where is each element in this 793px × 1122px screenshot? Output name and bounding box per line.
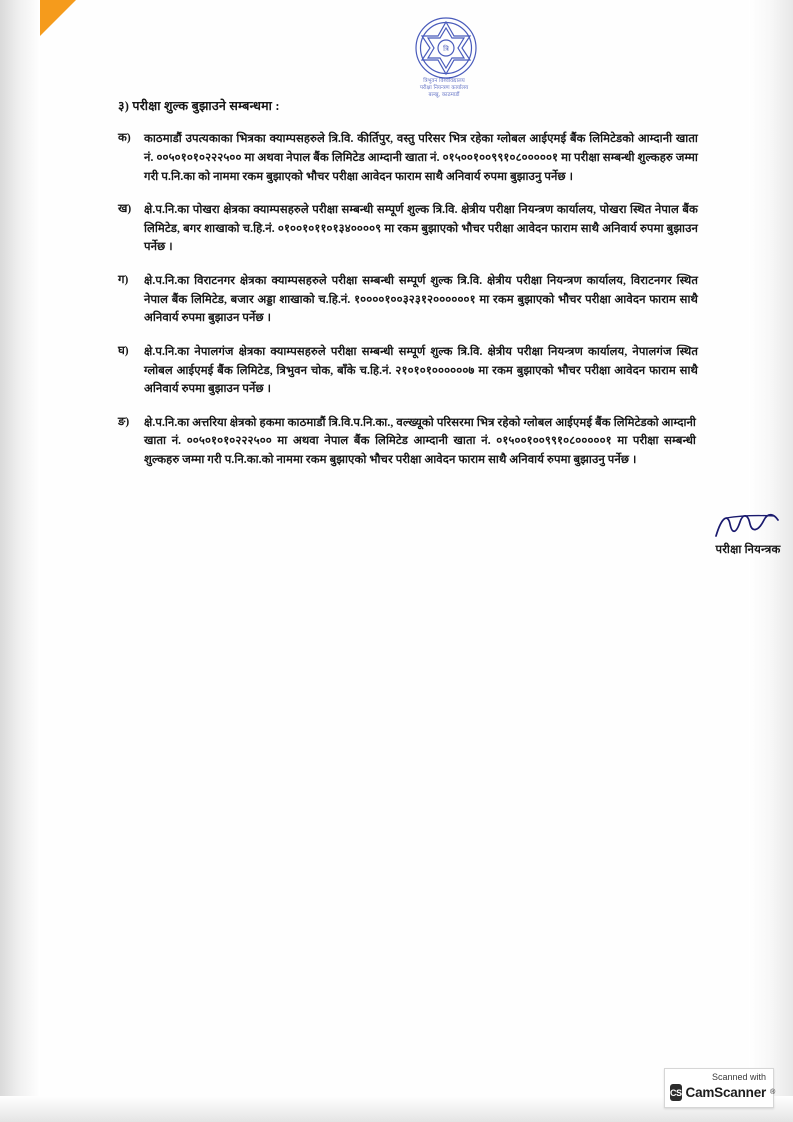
clause-text: काठमाडौं उपत्यकाका भित्रका क्याम्पसहरुले त्रि.वि. कीर्तिपुर, वस्तु परिसर भित्र रहेका ग्लोबल आईएमई बैंक लिमिटेडको आम्दानी खाता नं. ००५०१०१०२२२५०० मा अथवा नेपाल बैंक लिमिटेड आम्दानी खाता नं. ०१५००१००९९१०८०००००१ मा परीक्षा सम्बन्धी शुल्कहरु जम्मा गरी प.नि.का को नाममा रकम बुझाएको भौचर परीक्षा आवेदन फाराम साथै अनिवार्य रुपमा बुझाउनु पर्नेछ ।	[144, 133, 698, 183]
scan-edge-left	[0, 0, 40, 1122]
clause-marker: ङ)	[118, 415, 130, 428]
orange-corner-marker	[40, 0, 76, 36]
university-seal-stamp-icon	[392, 8, 500, 104]
camscanner-logo-icon: CS	[670, 1084, 682, 1101]
clause-marker: क)	[118, 132, 131, 145]
scan-edge-right	[749, 0, 793, 1122]
clause-item	[118, 272, 698, 328]
camscanner-app-name: CamScanner	[685, 1085, 767, 1100]
signature-block	[678, 510, 793, 557]
camscanner-scanned-with-label: Scanned with	[711, 1072, 766, 1082]
document-body	[118, 98, 781, 556]
svg-text:बल्खु, काठमाडौं: बल्खु, काठमाडौं	[428, 92, 460, 98]
clause-marker: ख)	[118, 203, 132, 216]
svg-text:त्रि: त्रि	[443, 45, 449, 53]
clause-item	[118, 414, 698, 470]
clause-text: क्षे.प.नि.का पोखरा क्षेत्रका क्याम्पसहरुले परीक्षा सम्बन्धी सम्पूर्ण शुल्क त्रि.वि. क्षेत्रीय परीक्षा नियन्त्रण कार्यालय, पोखरा स्थित नेपाल बैंक लिमिटेड, बगर शाखाको च.हि.नं. ०१००१०११०१३४००००९ मा रकम बुझाएको भौचर परीक्षा आवेदन फाराम साथै अनिवार्य रुपमा बुझाउन पर्नेछ ।	[144, 204, 698, 254]
section-heading: ३) परीक्षा शुल्क बुझाउने सम्बन्धमा :	[118, 99, 280, 113]
clause-marker: ग)	[118, 274, 129, 286]
clause-text: क्षे.प.नि.का विराटनगर क्षेत्रका क्याम्पसहरुले परीक्षा सम्बन्धी सम्पूर्ण शुल्क त्रि.वि. क्षेत्रीय परीक्षा नियन्त्रण कार्यालय, विराटनगर स्थित नेपाल बैंक लिमिटेड, बजार अड्डा शाखाको च.हि.नं. १००००१००३२३१२००००००१ मा रकम बुझाएको भौचर परीक्षा आवेदन फाराम साथै अनिवार्य रुपमा बुझाउन पर्नेछ ।	[144, 275, 698, 325]
clause-text: क्षे.प.नि.का नेपालगंज क्षेत्रका क्याम्पसहरुले परीक्षा सम्बन्धी सम्पूर्ण शुल्क त्रि.वि. क्षेत्रीय परीक्षा नियन्त्रण कार्यालय, नेपालगंज स्थित ग्लोबल आईएमई बैंक लिमिटेड, त्रिभुवन चोक, बाँके च.हि.नं. २१०१०१००००००७ मा रकम बुझाएको भौचर परीक्षा आवेदन फाराम साथै अनिवार्य रुपमा बुझाउन पर्नेछ ।	[144, 345, 698, 396]
svg-text:त्रिभुवन विश्वविद्यालय: त्रिभुवन विश्वविद्यालय	[423, 78, 465, 84]
svg-text:परीक्षा नियन्त्रण कार्यालय: परीक्षा नियन्त्रण कार्यालय	[419, 85, 469, 91]
camscanner-watermark	[664, 1068, 774, 1108]
handwritten-signature-icon	[678, 510, 793, 540]
clause-item	[118, 201, 698, 257]
signature-title: परीक्षा नियन्त्रक	[715, 544, 781, 556]
clause-text: क्षे.प.नि.का अत्तरिया क्षेत्रको हकमा काठमाडौं त्रि.वि.प.नि.का., वल्ख्यूको परिसरमा भित्र रहेको ग्लोबल आईएमई बैंक लिमिटेडको आम्दानी खाता नं. ००५०१०१०२२२५०० मा अथवा नेपाल बैंक लिमिटेड आम्दानी खाता नं. ०१५००१००९९१०८०००००१ मा परीक्षा सम्बन्धी शुल्कहरु जम्मा गरी प.नि.का.को नाममा रकम बुझाएको भौचर परीक्षा आवेदन फाराम साथै अनिवार्य रुपमा बुझाउनु पर्नेछ ।	[144, 416, 696, 466]
clause-item	[118, 343, 698, 399]
registered-trademark-symbol: ®	[770, 1089, 776, 1096]
clause-item	[118, 130, 698, 186]
clause-marker: घ)	[118, 344, 129, 357]
